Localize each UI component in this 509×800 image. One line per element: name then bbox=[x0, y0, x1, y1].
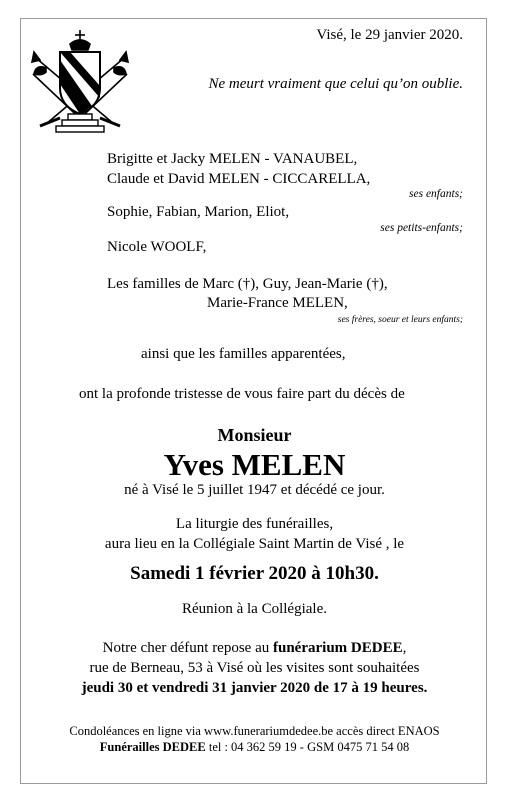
footer-contact-phone: tel : 04 362 59 19 - GSM 0475 71 54 08 bbox=[205, 740, 410, 754]
ceremony-datetime: Samedi 1 février 2020 à 10h30. bbox=[130, 563, 379, 584]
family-line-7: ainsi que les familles apparentées, bbox=[141, 346, 346, 362]
footer-contact bbox=[0, 741, 509, 754]
family-line-2: Claude et David MELEN - CICCARELLA, bbox=[107, 171, 371, 187]
label-siblings: ses frères, soeur et leurs enfants; bbox=[337, 315, 463, 325]
deceased-name: Yves MELEN bbox=[163, 447, 346, 482]
footer-condolences: Condoléances en ligne via www.funerariumdedee.be accès direct ENAOS bbox=[69, 724, 440, 738]
family-line-3: Sophie, Fabian, Marion, Eliot, bbox=[107, 204, 290, 220]
date-line: Visé, le 29 janvier 2020. bbox=[316, 27, 463, 43]
rest-line-3: jeudi 30 et vendredi 31 janvier 2020 de 17 à 19 heures. bbox=[81, 680, 428, 696]
quote: Ne meurt vraiment que celui qu’on oublie. bbox=[208, 76, 463, 92]
label-grandchildren: ses petits-enfants; bbox=[380, 222, 463, 234]
funeral-home-name: funérarium DEDEE bbox=[273, 640, 403, 656]
label-children: ses enfants; bbox=[409, 188, 463, 200]
ceremony-line-2: aura lieu en la Collégiale Saint Martin de Visé , le bbox=[104, 536, 405, 552]
rest-line-1 bbox=[0, 641, 509, 656]
family-line-6: Marie-France MELEN, bbox=[207, 295, 348, 311]
emblem-icon bbox=[30, 28, 130, 134]
footer-contact-name: Funérailles DEDEE bbox=[99, 740, 206, 754]
ceremony-gathering: Réunion à la Collégiale. bbox=[182, 601, 327, 617]
family-line-8: ont la profonde tristesse de vous faire part du décès de bbox=[79, 386, 405, 402]
rest-line-1-suffix: , bbox=[402, 640, 407, 656]
rest-line-2: rue de Berneau, 53 à Visé où les visites sont souhaitées bbox=[89, 660, 420, 676]
family-line-1: Brigitte et Jacky MELEN - VANAUBEL, bbox=[107, 151, 358, 167]
family-line-4: Nicole WOOLF, bbox=[107, 239, 207, 255]
deceased-title: Monsieur bbox=[217, 425, 292, 445]
deceased-birth: né à Visé le 5 juillet 1947 et décédé ce jour. bbox=[124, 482, 385, 498]
rest-line-1-prefix: Notre cher défunt repose au bbox=[102, 640, 273, 656]
ceremony-line-1: La liturgie des funérailles, bbox=[175, 516, 334, 532]
family-line-5: Les familles de Marc (†), Guy, Jean-Marie (†), bbox=[107, 276, 388, 292]
